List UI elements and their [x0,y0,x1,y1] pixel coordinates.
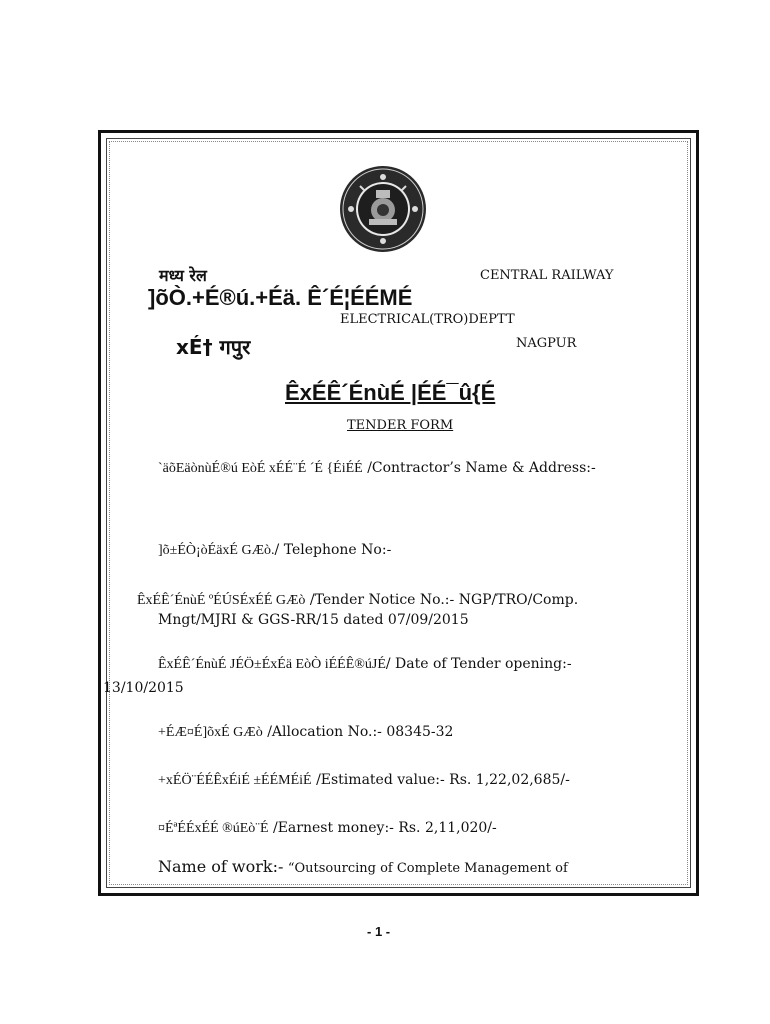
name-of-work-field [158,857,568,876]
telephone-field [158,542,391,559]
allocation-label: /Allocation No.:- 08345-32 [267,724,454,740]
page-number: - 1 - [367,924,391,939]
earnest-money-label-legacy: ¤ÉªÉÉxÉÉ ®úEò¨É [158,821,269,836]
estimated-value-label: /Estimated value:- Rs. 1,22,02,685/- [316,772,570,788]
english-department-name: ELECTRICAL(TRO)DEPTT [340,312,515,327]
opening-date-label: / Date of Tender opening:- [385,656,572,672]
tender-notice-line2: Mngt/MJRI & GGS-RR/15 dated 07/09/2015 [158,612,469,628]
opening-date-value: 13/10/2015 [103,680,184,696]
contractor-field [158,460,596,477]
telephone-label: / Telephone No:- [274,542,392,558]
english-city-name: NAGPUR [516,336,577,351]
opening-date-field [158,656,572,673]
english-railway-name: CENTRAL RAILWAY [480,268,614,283]
document-title-legacy: ÊxÉÊ´ÉnùÉ |ÉÉ¯û{É [285,380,496,405]
estimated-value-field [158,772,570,789]
indian-railways-logo [338,164,428,254]
hindi-city-name: xÉ† गपुर [176,335,251,359]
opening-date-label-legacy: ÊxÉÊ´ÉnùÉ JÉÖ±ÉxÉä EòÒ iÉÉÊ®úJÉ [158,657,386,672]
contractor-label: /Contractor’s Name & Address:- [367,460,596,476]
allocation-label-legacy: +ÉÆ¤É]õxÉ GÆò [158,725,263,740]
document-title: TENDER FORM [347,418,454,433]
department-name-legacy: ]õÒ.+É®ú.+Éä. Ê´É¦ÉÉMÉ [148,285,413,310]
tender-notice-label-legacy: ÊxÉÊ´ÉnùÉ ºÉÚSÉxÉÉ GÆò [137,593,306,608]
estimated-value-label-legacy: +xÉÖ¨ÉÉÊxÉiÉ ±ÉÉMÉiÉ [158,773,312,788]
name-of-work-value: “Outsourcing of Complete Management of [287,861,568,876]
hindi-railway-name: मध्य रेल [159,266,207,285]
earnest-money-field [158,820,497,837]
tender-notice-field [137,592,578,609]
allocation-field [158,724,453,741]
telephone-label-legacy: ]õ±ÉÒ¡òÉäxÉ GÆò. [158,543,275,558]
name-of-work-label: Name of work:- [158,857,284,876]
contractor-label-legacy: `äõEäònùÉ®ú EòÉ xÉÉ¨É ´É {ÉiÉÉ [158,461,363,476]
tender-notice-label: /Tender Notice No.:- NGP/TRO/Comp. [309,592,579,608]
earnest-money-label: /Earnest money:- Rs. 2,11,020/- [272,820,497,836]
